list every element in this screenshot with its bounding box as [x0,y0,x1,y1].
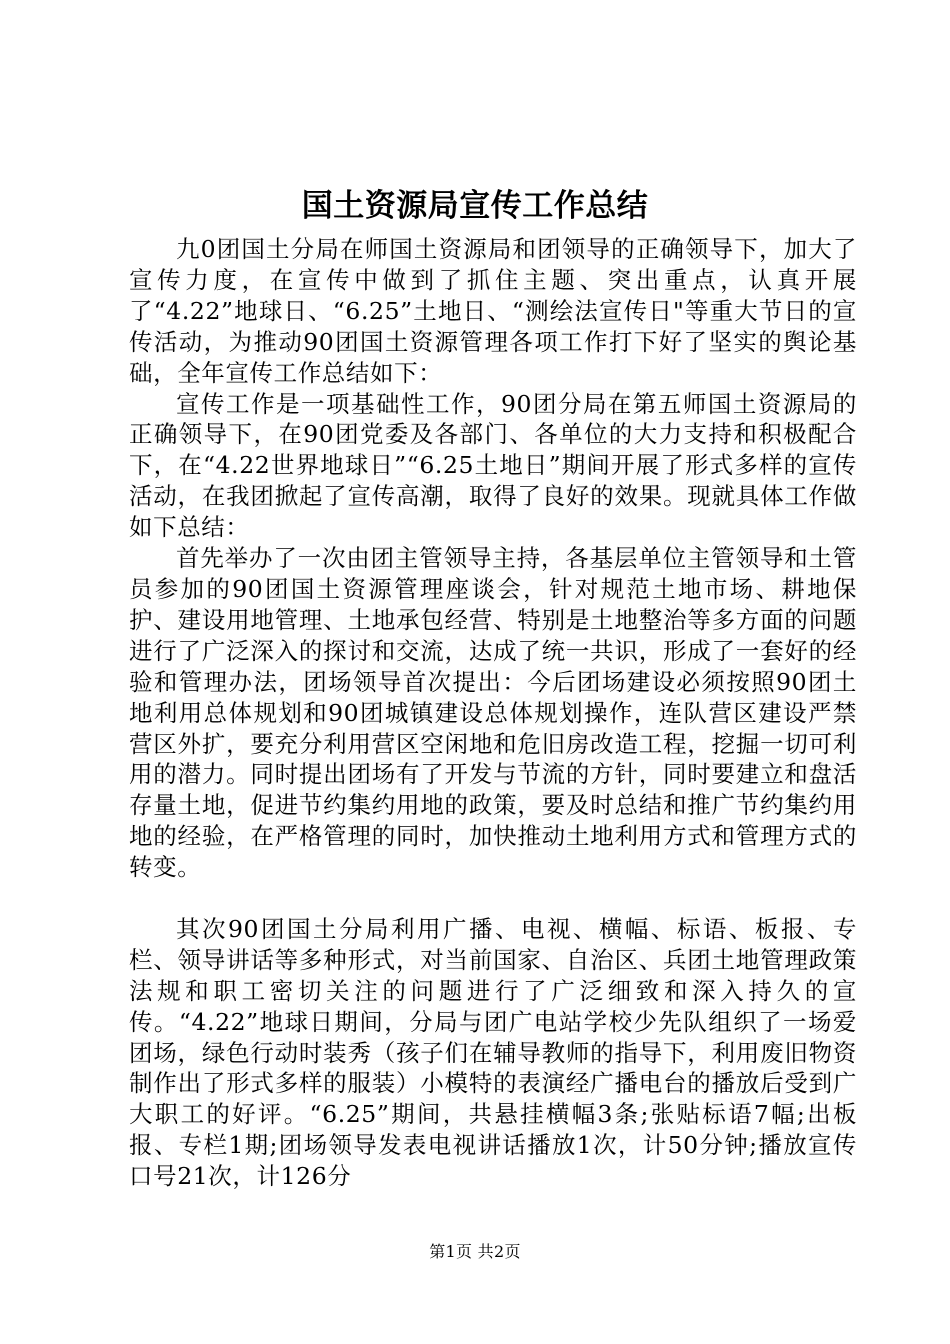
document-title: 国土资源局宣传工作总结 [301,188,649,224]
paragraph-publicity: 其次90团国土分局利用广播、电视、横幅、标语、板报、专栏、领导讲话等多种形式，对当前国家、自治区、兵团土地管理政策法规和职工密切关注的问题进行了广泛细致和深入持久的宣传。“4.22”地球日期间，分局与团广电站学校少先队组织了一场爱团场，绿色行动时装秀（孩子们在辅导教师的指导下，利用废旧物资制作出了形式多样的服装）小模特的表演经广播电台的播放后受到广大职工的好评。“6.25”期间，共悬挂横幅3条;张贴标语7幅;出板报、专栏1期;团场领导发表电视讲话播放1次，计50分钟;播放宣传口号21次，计126分 [129,914,857,1191]
paragraph-symposium: 首先举办了一次由团主管领导主持，各基层单位主管领导和土管员参加的90团国土资源管理座谈会，针对规范土地市场、耕地保护、建设用地管理、土地承包经营、特别是土地整治等多方面的问题进行了广泛深入的探讨和交流，达成了统一共识，形成了一套好的经验和管理办法，团场领导首次提出：今后团场建设必须按照90团土地利用总体规划和90团城镇建设总体规划操作，连队营区建设严禁营区外扩，要充分利用营区空闲地和危旧房改造工程，挖掘一切可利用的潜力。同时提出团场有了开发与节流的方针，同时要建立和盘活存量土地，促进节约集约用地的政策，要及时总结和推广节约集约用地的经验，在严格管理的同时，加快推动土地利用方式和管理方式的转变。 [129,544,857,882]
paragraph-gap [129,883,857,914]
document-body [129,234,857,1192]
paragraph-intro: 九0团国土分局在师国土资源局和团领导的正确领导下，加大了宣传力度，在宣传中做到了抓住主题、突出重点，认真开展了“4.22”地球日、“6.25”土地日、“测绘法宣传日"等重大节日的宣传活动，为推动90团国土资源管理各项工作打下好了坚实的舆论基础，全年宣传工作总结如下： [129,235,857,387]
page-number-footer: 第1页 共2页 [429,1242,521,1261]
paragraph-overview: 宣传工作是一项基础性工作，90团分局在第五师国土资源局的正确领导下，在90团党委及各部门、各单位的大力支持和积极配合下，在“4.22世界地球日”“6.25土地日”期间开展了形式多样的宣传活动，在我团掀起了宣传高潮，取得了良好的效果。现就具体工作做如下总结： [129,389,857,542]
